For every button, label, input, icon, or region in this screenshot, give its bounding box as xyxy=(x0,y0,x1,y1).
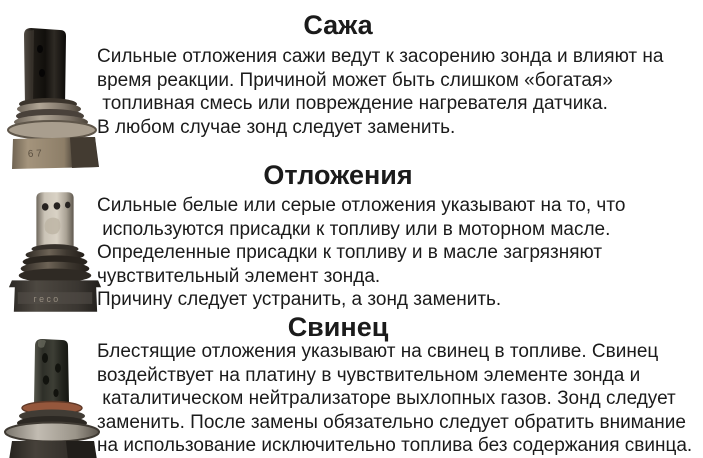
text-line: заменить. После замены обязательно следует обратить внимание xyxy=(97,411,686,433)
lead-sensor-photo xyxy=(2,338,104,458)
section-title-deposits: Отложения xyxy=(263,160,413,190)
text-line: топливная смесь или повреждение нагревателя датчика. xyxy=(97,93,608,114)
text-line: В любом случае зонд следует заменить. xyxy=(97,116,456,138)
soot-sensor-photo xyxy=(4,27,104,169)
text-line: чувствительный элемент зонда. xyxy=(97,265,381,287)
text-line: Сильные белые или серые отложения указывают на то, что xyxy=(97,195,626,216)
text-line: время реакции. Причиной может быть слишком «богатая» xyxy=(97,69,613,91)
section-text-soot xyxy=(97,45,663,139)
section-title-lead: Свинец xyxy=(287,312,389,342)
section-title-soot: Сажа xyxy=(303,10,373,40)
text-line: воздействует на платину в чувствительном элементе зонда и xyxy=(97,364,641,386)
section-text-lead xyxy=(97,340,692,458)
text-line: на использование исключительно топлива без содержания свинца. xyxy=(97,435,693,456)
text-line: Сильные отложения сажи ведут к засорению зонда и влияют на xyxy=(97,46,664,67)
svg-text:г е с о: г е с о xyxy=(33,293,59,304)
deposits-sensor-photo xyxy=(6,189,104,313)
text-line: Блестящие отложения указывают на свинец в топливе. Свинец xyxy=(97,341,659,362)
section-text-deposits xyxy=(97,194,625,312)
text-line: используются присадки к топливу или в моторном масле. xyxy=(97,218,611,240)
text-line: каталитическом нейтрализаторе выхлопных газов. Зонд следует xyxy=(97,388,676,409)
text-line: Определенные присадки к топливу и в масле загрязняют xyxy=(97,242,603,263)
text-line: Причину следует устранить, а зонд заменить. xyxy=(97,289,502,310)
svg-text:6 7: 6 7 xyxy=(27,148,43,160)
